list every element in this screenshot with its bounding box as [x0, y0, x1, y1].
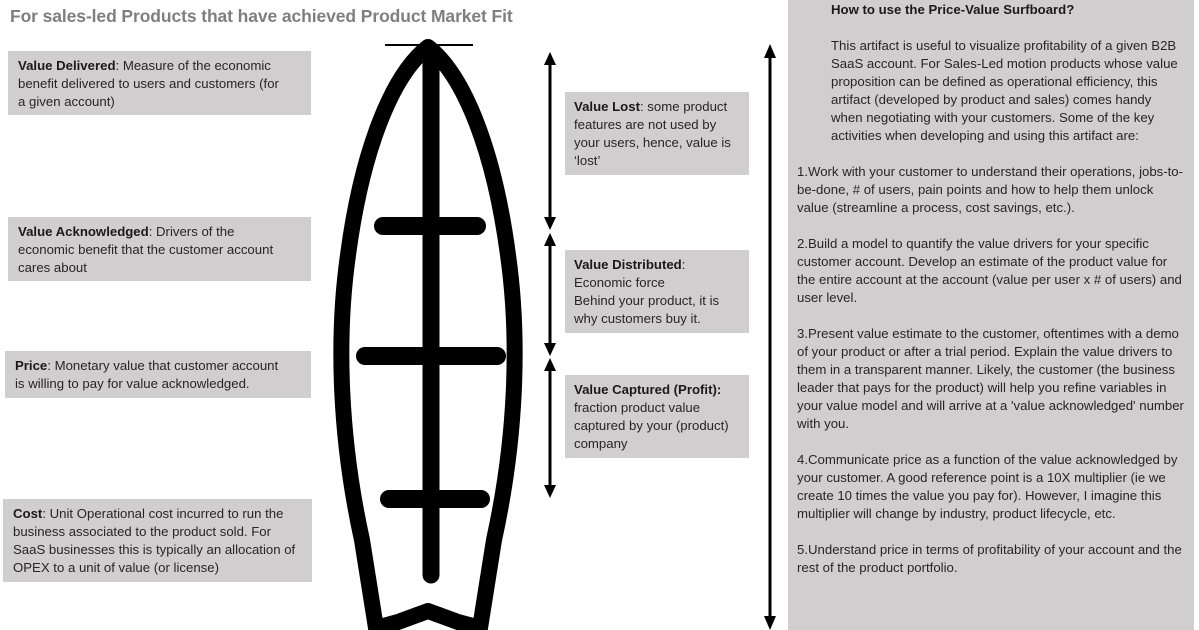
value-acknowledged-box: Value Acknowledged: Drivers of the economic benefit that the customer account cares about	[8, 217, 311, 281]
value-distributed-arrow	[544, 233, 556, 356]
howto-step-1: 1.Work with your customer to understand their operations, jobs-to-be-done, # of users, pain points and how to help them unlock value (streamline a process, cost savings, etc.).	[797, 164, 1184, 215]
howto-step-5: 5.Understand price in terms of profitability of your account and the rest of the product portfolio.	[797, 542, 1182, 575]
value-delivered-box: Value Delivered: Measure of the economic benefit delivered to users and customers (for a given account)	[8, 51, 311, 115]
howto-panel	[788, 0, 1194, 630]
page-title: For sales-led Products that have achieved Product Market Fit	[10, 6, 513, 26]
value-captured-box: Value Captured (Profit): fraction product value captured by your (product) company	[565, 375, 749, 458]
value-captured-arrow	[544, 358, 556, 498]
value-captured-label: Value Captured (Profit):	[574, 382, 722, 397]
surfboard-icon	[341, 47, 514, 628]
value-acknowledged-label: Value Acknowledged	[18, 224, 149, 239]
value-lost-box: Value Lost: some product features are not used by your users, hence, value is ‘lost’	[565, 92, 749, 175]
cost-label: Cost	[13, 506, 43, 521]
full-range-arrow	[764, 44, 776, 630]
value-delivered-label: Value Delivered	[18, 58, 116, 73]
howto-step-3: 3.Present value estimate to the customer, oftentimes with a demo of your product or after a trial period. Explain the value drivers to them in a transparent manner. Likely, the customer (the business leader that pays for the product) will help you refine variables in your value model and will arrive at a 'value acknowledged' number with you.	[797, 326, 1184, 431]
cost-box: Cost: Unit Operational cost incurred to run the business associated to the product sold. For SaaS businesses this is typically an allocation of OPEX to a unit of value (or license)	[3, 499, 312, 582]
value-lost-arrow	[544, 52, 556, 230]
howto-intro: This artifact is useful to visualize profitability of a given B2B SaaS account. For Sales-Led motion products whose value proposition can be defined as operational efficiency, this artifact (developed by product and sales) comes handy when negotiating with your customers. Some of the key activities when developing and using this artifact are:	[831, 38, 1178, 143]
price-label: Price	[15, 358, 48, 373]
value-distributed-box: Value Distributed: Economic force Behind your product, it is why customers buy it.	[565, 250, 749, 333]
howto-heading: How to use the Price-Value Surfboard?	[831, 2, 1075, 17]
value-distributed-label: Value Distributed	[574, 257, 682, 272]
price-box: Price: Monetary value that customer account is willing to pay for value acknowledged.	[5, 351, 311, 398]
howto-step-2: 2.Build a model to quantify the value drivers for your specific customer account. Develop an estimate of the product value for the entire account at the account (value per user x # of users) and user level.	[797, 236, 1182, 305]
value-lost-label: Value Lost	[574, 99, 640, 114]
howto-step-4: 4.Communicate price as a function of the value acknowledged by your customer. A good reference point is a 10X multiplier (ie we create 10 times the value you pay for). However, I imagine this multiplier will change by industry, product lifecycle, etc.	[797, 452, 1178, 521]
